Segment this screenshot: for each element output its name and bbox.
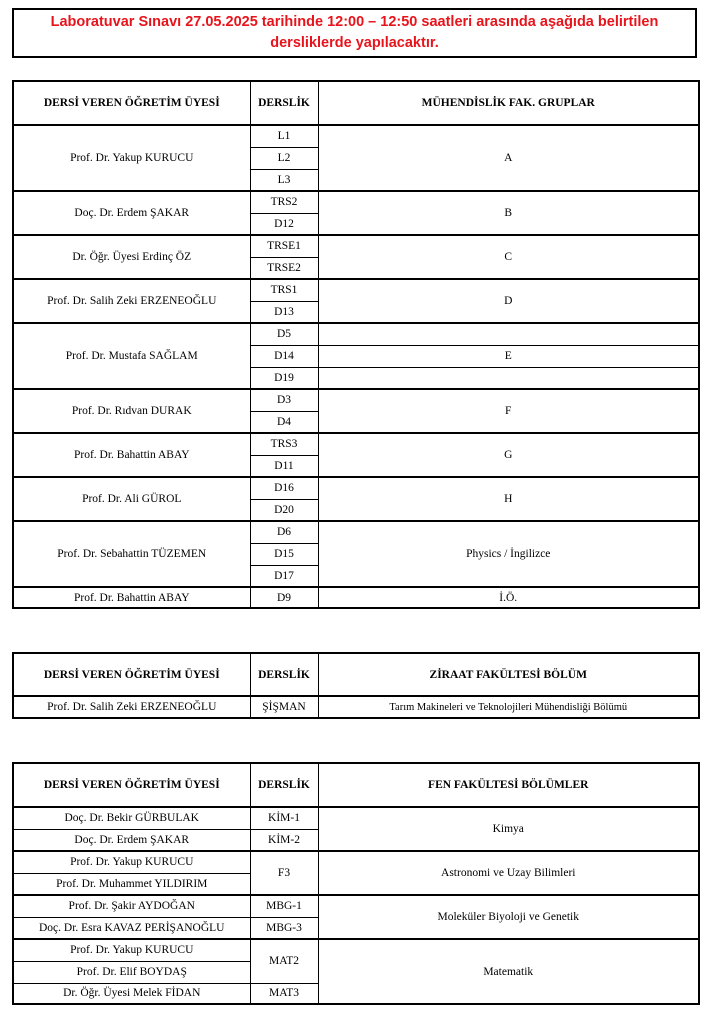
group-cell: D: [318, 279, 699, 323]
instructor-cell: Dr. Öğr. Üyesi Melek FİDAN: [13, 983, 250, 1004]
instructor-cell: Prof. Dr. Salih Zeki ERZENEOĞLU: [13, 279, 250, 323]
room-cell: KİM-2: [250, 829, 318, 851]
table-header-row: [13, 653, 699, 696]
room-cell: ŞİŞMAN: [250, 696, 318, 718]
room-cell: TRS1: [250, 279, 318, 301]
table-row: [13, 433, 699, 455]
group-cell: C: [318, 235, 699, 279]
group-cell: B: [318, 191, 699, 235]
group-cell-empty: [318, 323, 699, 345]
instructor-cell: Prof. Dr. Salih Zeki ERZENEOĞLU: [13, 696, 250, 718]
table-row: [13, 696, 699, 718]
room-cell: D5: [250, 323, 318, 345]
science-departments-table: [12, 762, 700, 1005]
room-cell: MAT3: [250, 983, 318, 1004]
room-cell: D16: [250, 477, 318, 499]
engineering-groups-table: [12, 80, 700, 609]
room-cell: TRSE2: [250, 257, 318, 279]
room-cell: D14: [250, 345, 318, 367]
instructor-cell: Prof. Dr. Elif BOYDAŞ: [13, 961, 250, 983]
table-row: [13, 939, 699, 961]
table-row: [13, 235, 699, 257]
instructor-cell: Prof. Dr. Sebahattin TÜZEMEN: [13, 521, 250, 587]
room-cell: F3: [250, 851, 318, 895]
table-row: [13, 477, 699, 499]
room-cell: D20: [250, 499, 318, 521]
instructor-header: DERSİ VEREN ÖĞRETİM ÜYESİ: [13, 763, 250, 807]
instructor-cell: Prof. Dr. Bahattin ABAY: [13, 587, 250, 608]
group-cell: H: [318, 477, 699, 521]
instructor-cell: Prof. Dr. Bahattin ABAY: [13, 433, 250, 477]
department-cell: Moleküler Biyoloji ve Genetik: [318, 895, 699, 939]
instructor-cell: Doç. Dr. Erdem ŞAKAR: [13, 829, 250, 851]
room-cell: KİM-1: [250, 807, 318, 829]
instructor-cell: Prof. Dr. Ali GÜROL: [13, 477, 250, 521]
department-cell: Matematik: [318, 939, 699, 1004]
instructor-cell: Prof. Dr. Yakup KURUCU: [13, 125, 250, 191]
instructor-cell: Dr. Öğr. Üyesi Erdinç ÖZ: [13, 235, 250, 279]
room-cell: L2: [250, 147, 318, 169]
room-cell: L3: [250, 169, 318, 191]
department-cell: Tarım Makineleri ve Teknolojileri Mühendisliği Bölümü: [318, 696, 699, 718]
room-cell: D6: [250, 521, 318, 543]
group-cell: F: [318, 389, 699, 433]
table-header-row: [13, 81, 699, 125]
room-cell: D11: [250, 455, 318, 477]
room-header: DERSLİK: [250, 653, 318, 696]
instructor-cell: Doç. Dr. Erdem ŞAKAR: [13, 191, 250, 235]
instructor-cell: Prof. Dr. Yakup KURUCU: [13, 851, 250, 873]
table-row: [13, 279, 699, 301]
room-cell: D13: [250, 301, 318, 323]
instructor-cell: Prof. Dr. Şakir AYDOĞAN: [13, 895, 250, 917]
room-cell: L1: [250, 125, 318, 147]
room-cell: D3: [250, 389, 318, 411]
instructor-cell: Doç. Dr. Esra KAVAZ PERİŞANOĞLU: [13, 917, 250, 939]
table-row: [13, 389, 699, 411]
room-header: DERSLİK: [250, 81, 318, 125]
room-cell: MBG-1: [250, 895, 318, 917]
room-cell: D19: [250, 367, 318, 389]
table-row: [13, 851, 699, 873]
table-row: [13, 521, 699, 543]
department-cell: Kimya: [318, 807, 699, 851]
room-cell: D15: [250, 543, 318, 565]
room-cell: TRS2: [250, 191, 318, 213]
instructor-cell: Prof. Dr. Rıdvan DURAK: [13, 389, 250, 433]
room-cell: MBG-3: [250, 917, 318, 939]
instructor-cell: Prof. Dr. Mustafa SAĞLAM: [13, 323, 250, 389]
room-cell: D17: [250, 565, 318, 587]
table-header-row: [13, 763, 699, 807]
group-cell: G: [318, 433, 699, 477]
table-row: [13, 587, 699, 608]
table-row: [13, 895, 699, 917]
engineering-groups-header: MÜHENDİSLİK FAK. GRUPLAR: [318, 81, 699, 125]
table-row: [13, 323, 699, 345]
room-header: DERSLİK: [250, 763, 318, 807]
room-cell: MAT2: [250, 939, 318, 983]
group-cell: İ.Ö.: [318, 587, 699, 608]
group-cell: Physics / İngilizce: [318, 521, 699, 587]
room-cell: D12: [250, 213, 318, 235]
room-cell: TRS3: [250, 433, 318, 455]
instructor-cell: Prof. Dr. Yakup KURUCU: [13, 939, 250, 961]
instructor-cell: Prof. Dr. Muhammet YILDIRIM: [13, 873, 250, 895]
instructor-header: DERSİ VEREN ÖĞRETİM ÜYESİ: [13, 81, 250, 125]
group-cell: A: [318, 125, 699, 191]
announcement-banner: [12, 8, 697, 58]
agriculture-table: [12, 652, 700, 719]
group-cell: E: [318, 345, 699, 367]
table-row: [13, 807, 699, 829]
announcement-line-1: Laboratuvar Sınavı 27.05.2025 tarihinde 12:00 – 12:50 saatleri arasında aşağıda belirtilen: [50, 14, 659, 30]
room-cell: D9: [250, 587, 318, 608]
instructor-cell: Doç. Dr. Bekir GÜRBULAK: [13, 807, 250, 829]
room-cell: D4: [250, 411, 318, 433]
department-cell: Astronomi ve Uzay Bilimleri: [318, 851, 699, 895]
announcement-line-2: dersliklerde yapılacaktır.: [270, 35, 439, 51]
instructor-header: DERSİ VEREN ÖĞRETİM ÜYESİ: [13, 653, 250, 696]
group-cell-empty: [318, 367, 699, 389]
room-cell: TRSE1: [250, 235, 318, 257]
table-row: [13, 125, 699, 147]
agriculture-department-header: ZİRAAT FAKÜLTESİ BÖLÜM: [318, 653, 699, 696]
science-departments-header: FEN FAKÜLTESİ BÖLÜMLER: [318, 763, 699, 807]
table-row: [13, 191, 699, 213]
